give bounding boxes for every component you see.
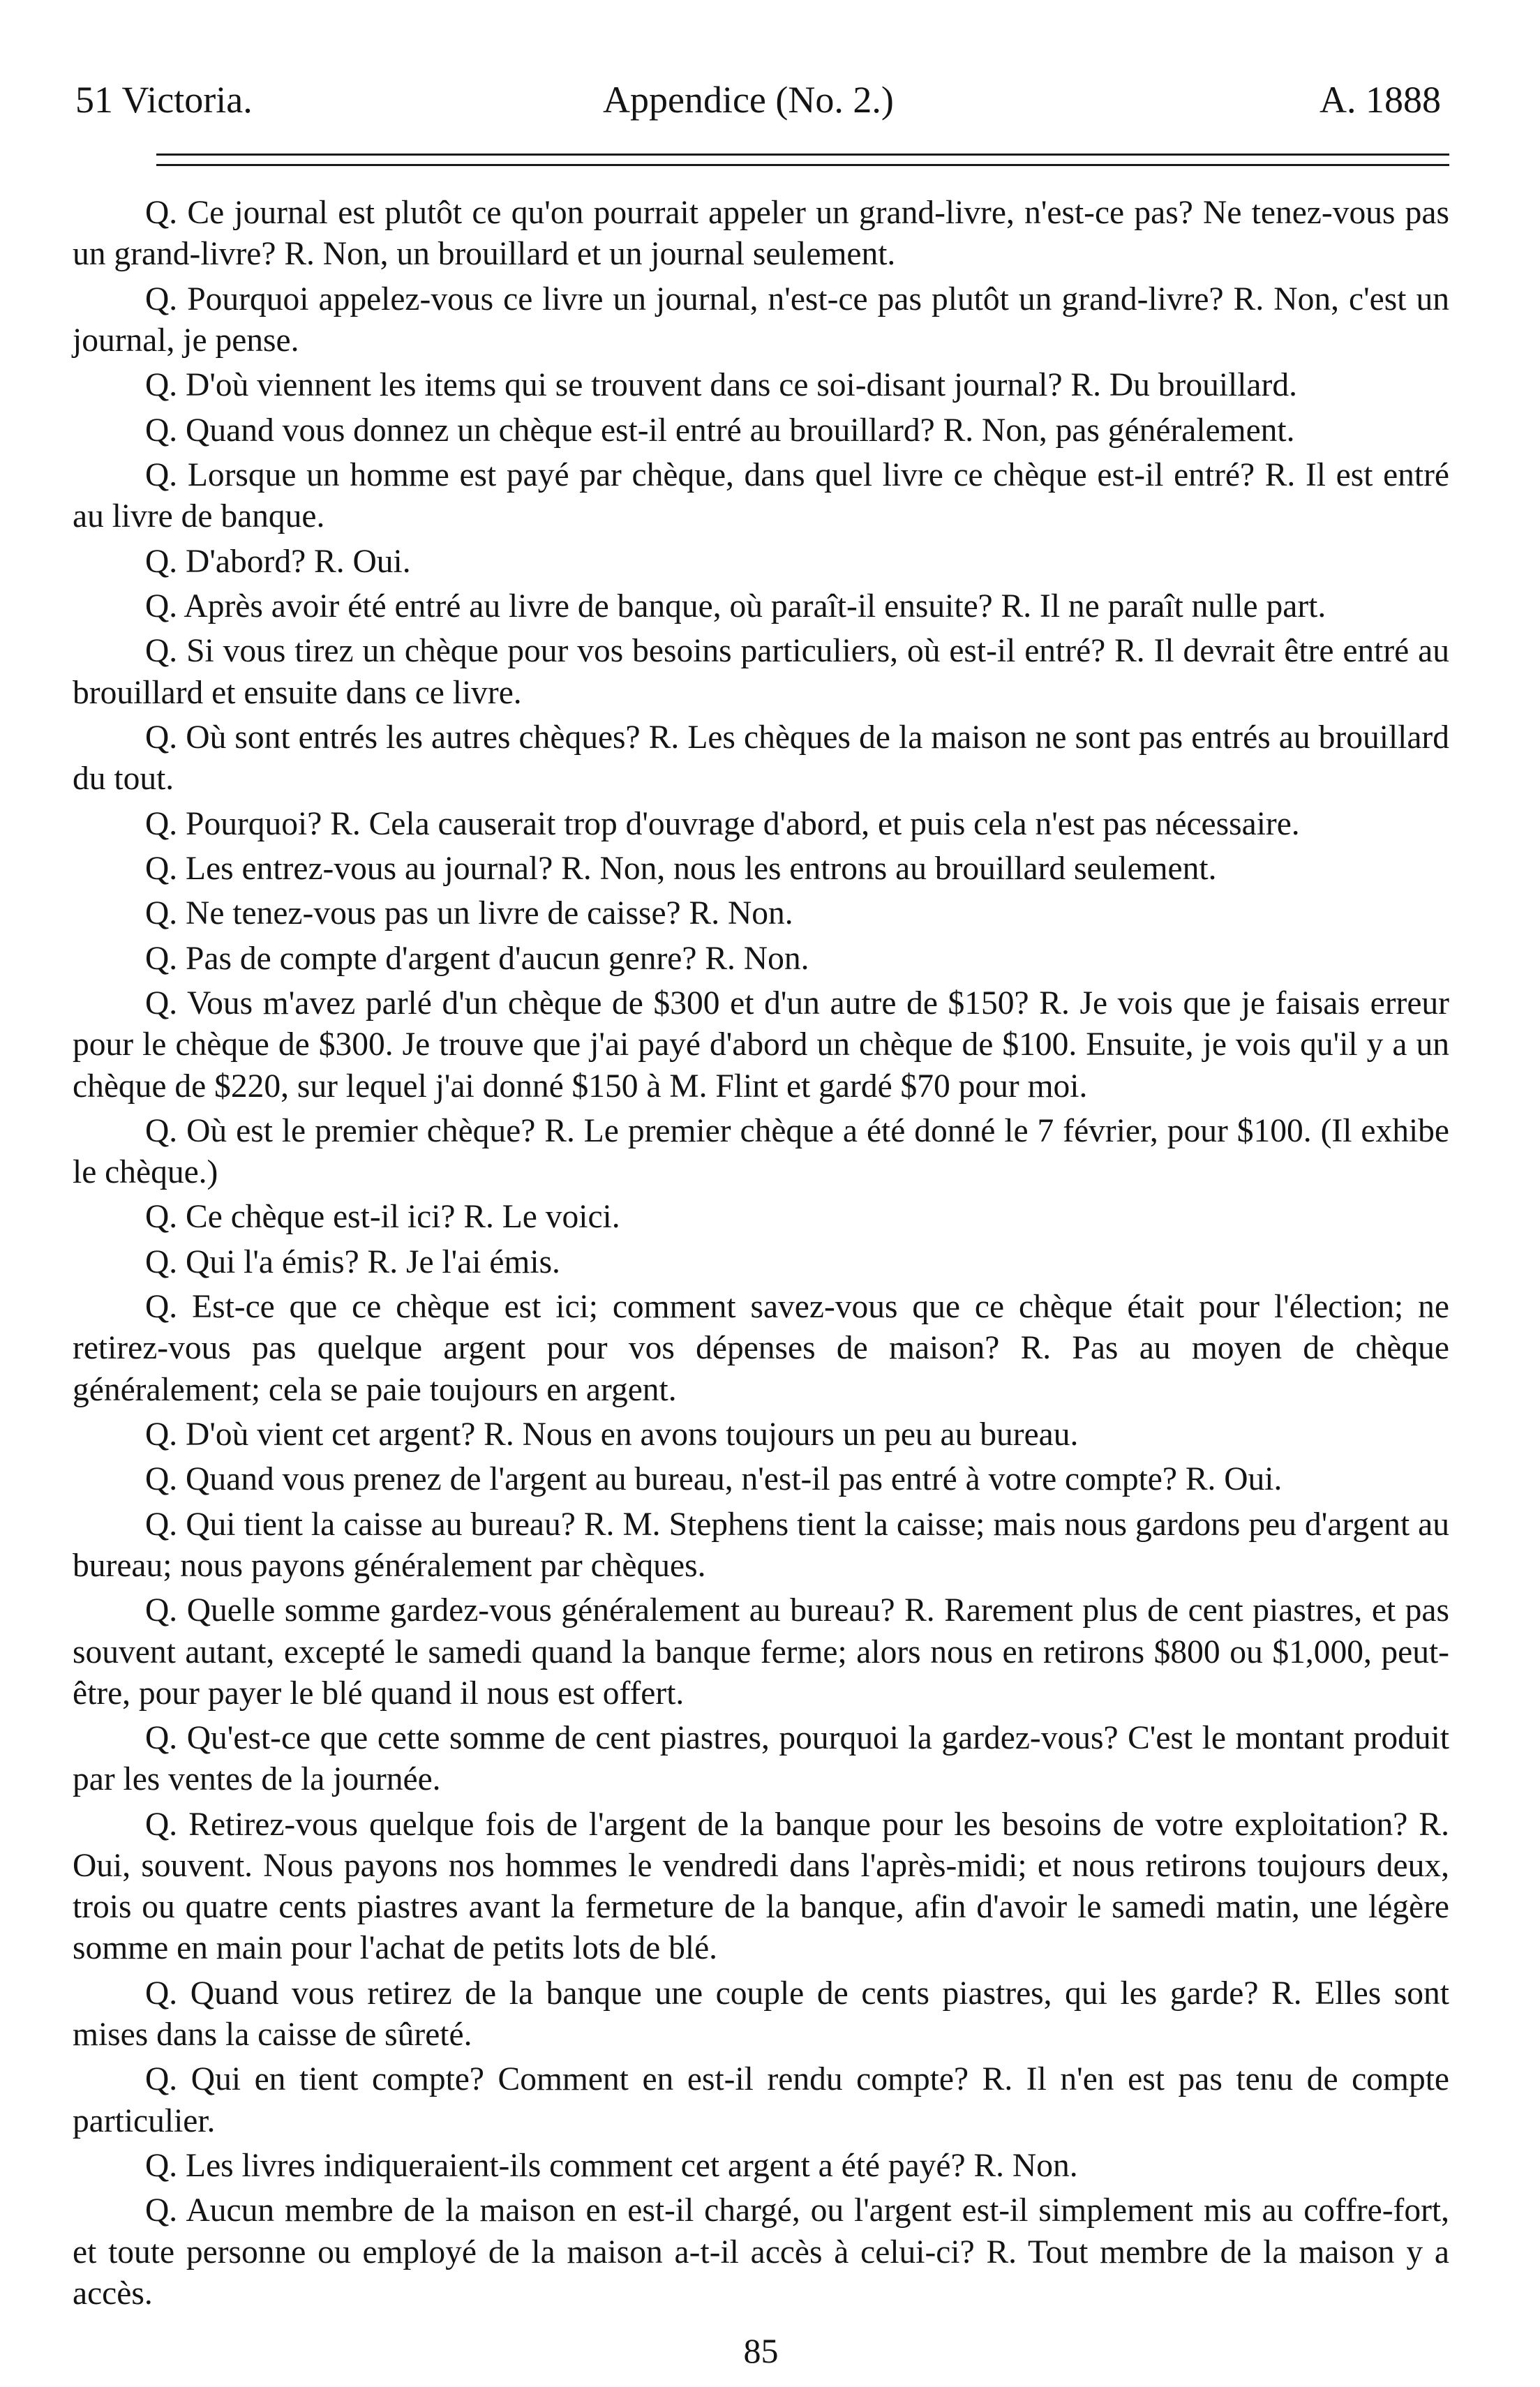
paragraph: Q. D'abord? R. Oui. — [145, 543, 411, 580]
paragraph: Q. Pas de compte d'argent d'aucun genre? R. Non. — [145, 940, 809, 977]
paragraph: Q. Aucun membre de la maison en est-il chargé, ou l'argent est-il simplement mis au coffre-fort, et toute personne ou employé de la maison a-t-il accès à celui-ci? R. Tout membre de la maison y a accès. — [73, 2192, 1449, 2312]
paragraph: Q. D'où vient cet argent? R. Nous en avons toujours un peu au bureau. — [145, 1416, 1079, 1453]
paragraph: Q. Où est le premier chèque? R. Le premier chèque a été donné le 7 février, pour $100. (Il exhibe le chèque.) — [73, 1112, 1449, 1191]
paragraph: Q. Les entrez-vous au journal? R. Non, nous les entrons au brouillard seulement. — [145, 850, 1217, 887]
paragraph: Q. Vous m'avez parlé d'un chèque de $300 et d'un autre de $150? R. Je vois que je faisais erreur pour le chèque de $300. Je trouve que j'ai payé d'abord un chèque de $100. Ensuite, je vois qu'il y a un chèque de $220, sur lequel j'ai donné $150 à M. Flint et gardé $70 pour moi. — [73, 985, 1449, 1105]
paragraph: Q. Quelle somme gardez-vous généralement au bureau? R. Rarement plus de cent piastres, et pas souvent autant, excepté le samedi quand la banque ferme; alors nous en retirons $800 ou $1,000, peut-être, pour payer le blé quand il nous est offert. — [73, 1592, 1449, 1712]
paragraph: Q. Ne tenez-vous pas un livre de caisse? R. Non. — [145, 895, 793, 932]
paragraph: Q. Est-ce que ce chèque est ici; comment savez-vous que ce chèque était pour l'élection; ne retirez-vous pas quelque argent pour vos dépenses de maison? R. Pas au moyen de chèque généralement; cela se paie toujours en argent. — [73, 1289, 1449, 1408]
paragraph: Q. Les livres indiqueraient-ils comment cet argent a été payé? R. Non. — [145, 2148, 1078, 2185]
paragraph: Q. Qui en tient compte? Comment en est-il rendu compte? R. Il n'en est pas tenu de compte particulier. — [73, 2061, 1449, 2139]
paragraph: Q. Après avoir été entré au livre de banque, où paraît-il ensuite? R. Il ne paraît nulle part. — [145, 588, 1326, 624]
document-page — [73, 35, 1449, 2370]
paragraph: Q. Ce journal est plutôt ce qu'on pourrait appeler un grand-livre, n'est-ce pas? Ne tenez-vous pas un grand-livre? R. Non, un brouillard et un journal seulement. — [73, 195, 1449, 273]
paragraph: Q. D'où viennent les items qui se trouvent dans ce soi-disant journal? R. Du brouillard. — [145, 367, 1297, 404]
paragraph: Q. Quand vous donnez un chèque est-il entré au brouillard? R. Non, pas généralement. — [145, 412, 1295, 449]
paragraph: Q. Quand vous retirez de la banque une couple de cents piastres, qui les garde? R. Elles sont mises dans la caisse de sûreté. — [73, 1975, 1449, 2053]
paragraph: Q. Retirez-vous quelque fois de l'argent de la banque pour les besoins de votre exploitation? R. Oui, souvent. Nous payons nos hommes le vendredi dans l'après-midi; et nous retirons toujours deux, trois ou quatre cents piastres avant la fermeture de la banque, afin d'avoir le samedi matin, une légère somme en main pour l'achat de petits lots de blé. — [73, 1806, 1449, 1967]
paragraph: Q. Ce chèque est-il ici? R. Le voici. — [145, 1199, 620, 1236]
paragraph: Q. Pourquoi? R. Cela causerait trop d'ouvrage d'abord, et puis cela n'est pas nécessaire. — [145, 805, 1300, 842]
paragraph: Q. Quand vous prenez de l'argent au bureau, n'est-il pas entré à votre compte? R. Oui. — [145, 1461, 1283, 1498]
paragraph: Q. Qu'est-ce que cette somme de cent piastres, pourquoi la gardez-vous? C'est le montant produit par les ventes de la journée. — [73, 1720, 1449, 1798]
header-session: 51 Victoria. — [75, 79, 253, 121]
paragraph: Q. Pourquoi appelez-vous ce livre un journal, n'est-ce pas plutôt un grand-livre? R. Non, c'est un journal, je pense. — [73, 280, 1449, 359]
paragraph: Q. Qui l'a émis? R. Je l'ai émis. — [145, 1243, 560, 1280]
testimony-text — [73, 193, 1449, 2318]
paragraph: Q. Lorsque un homme est payé par chèque, dans quel livre ce chèque est-il entré? R. Il est entré au livre de banque. — [73, 456, 1449, 535]
header-appendix: Appendice (No. 2.) — [603, 79, 894, 121]
page-number: 85 — [743, 2331, 779, 2370]
running-header — [73, 35, 1449, 119]
paragraph: Q. Si vous tirez un chèque pour vos besoins particuliers, où est-il entré? R. Il devrait être entré au brouillard et ensuite dans ce livre. — [73, 633, 1449, 711]
header-double-rule — [156, 154, 1449, 166]
header-year: A. 1888 — [1320, 79, 1441, 121]
paragraph: Q. Qui tient la caisse au bureau? R. M. Stephens tient la caisse; mais nous gardons peu d'argent au bureau; nous payons généralement par chèques. — [73, 1506, 1449, 1585]
paragraph: Q. Où sont entrés les autres chèques? R. Les chèques de la maison ne sont pas entrés au brouillard du tout. — [73, 719, 1449, 798]
